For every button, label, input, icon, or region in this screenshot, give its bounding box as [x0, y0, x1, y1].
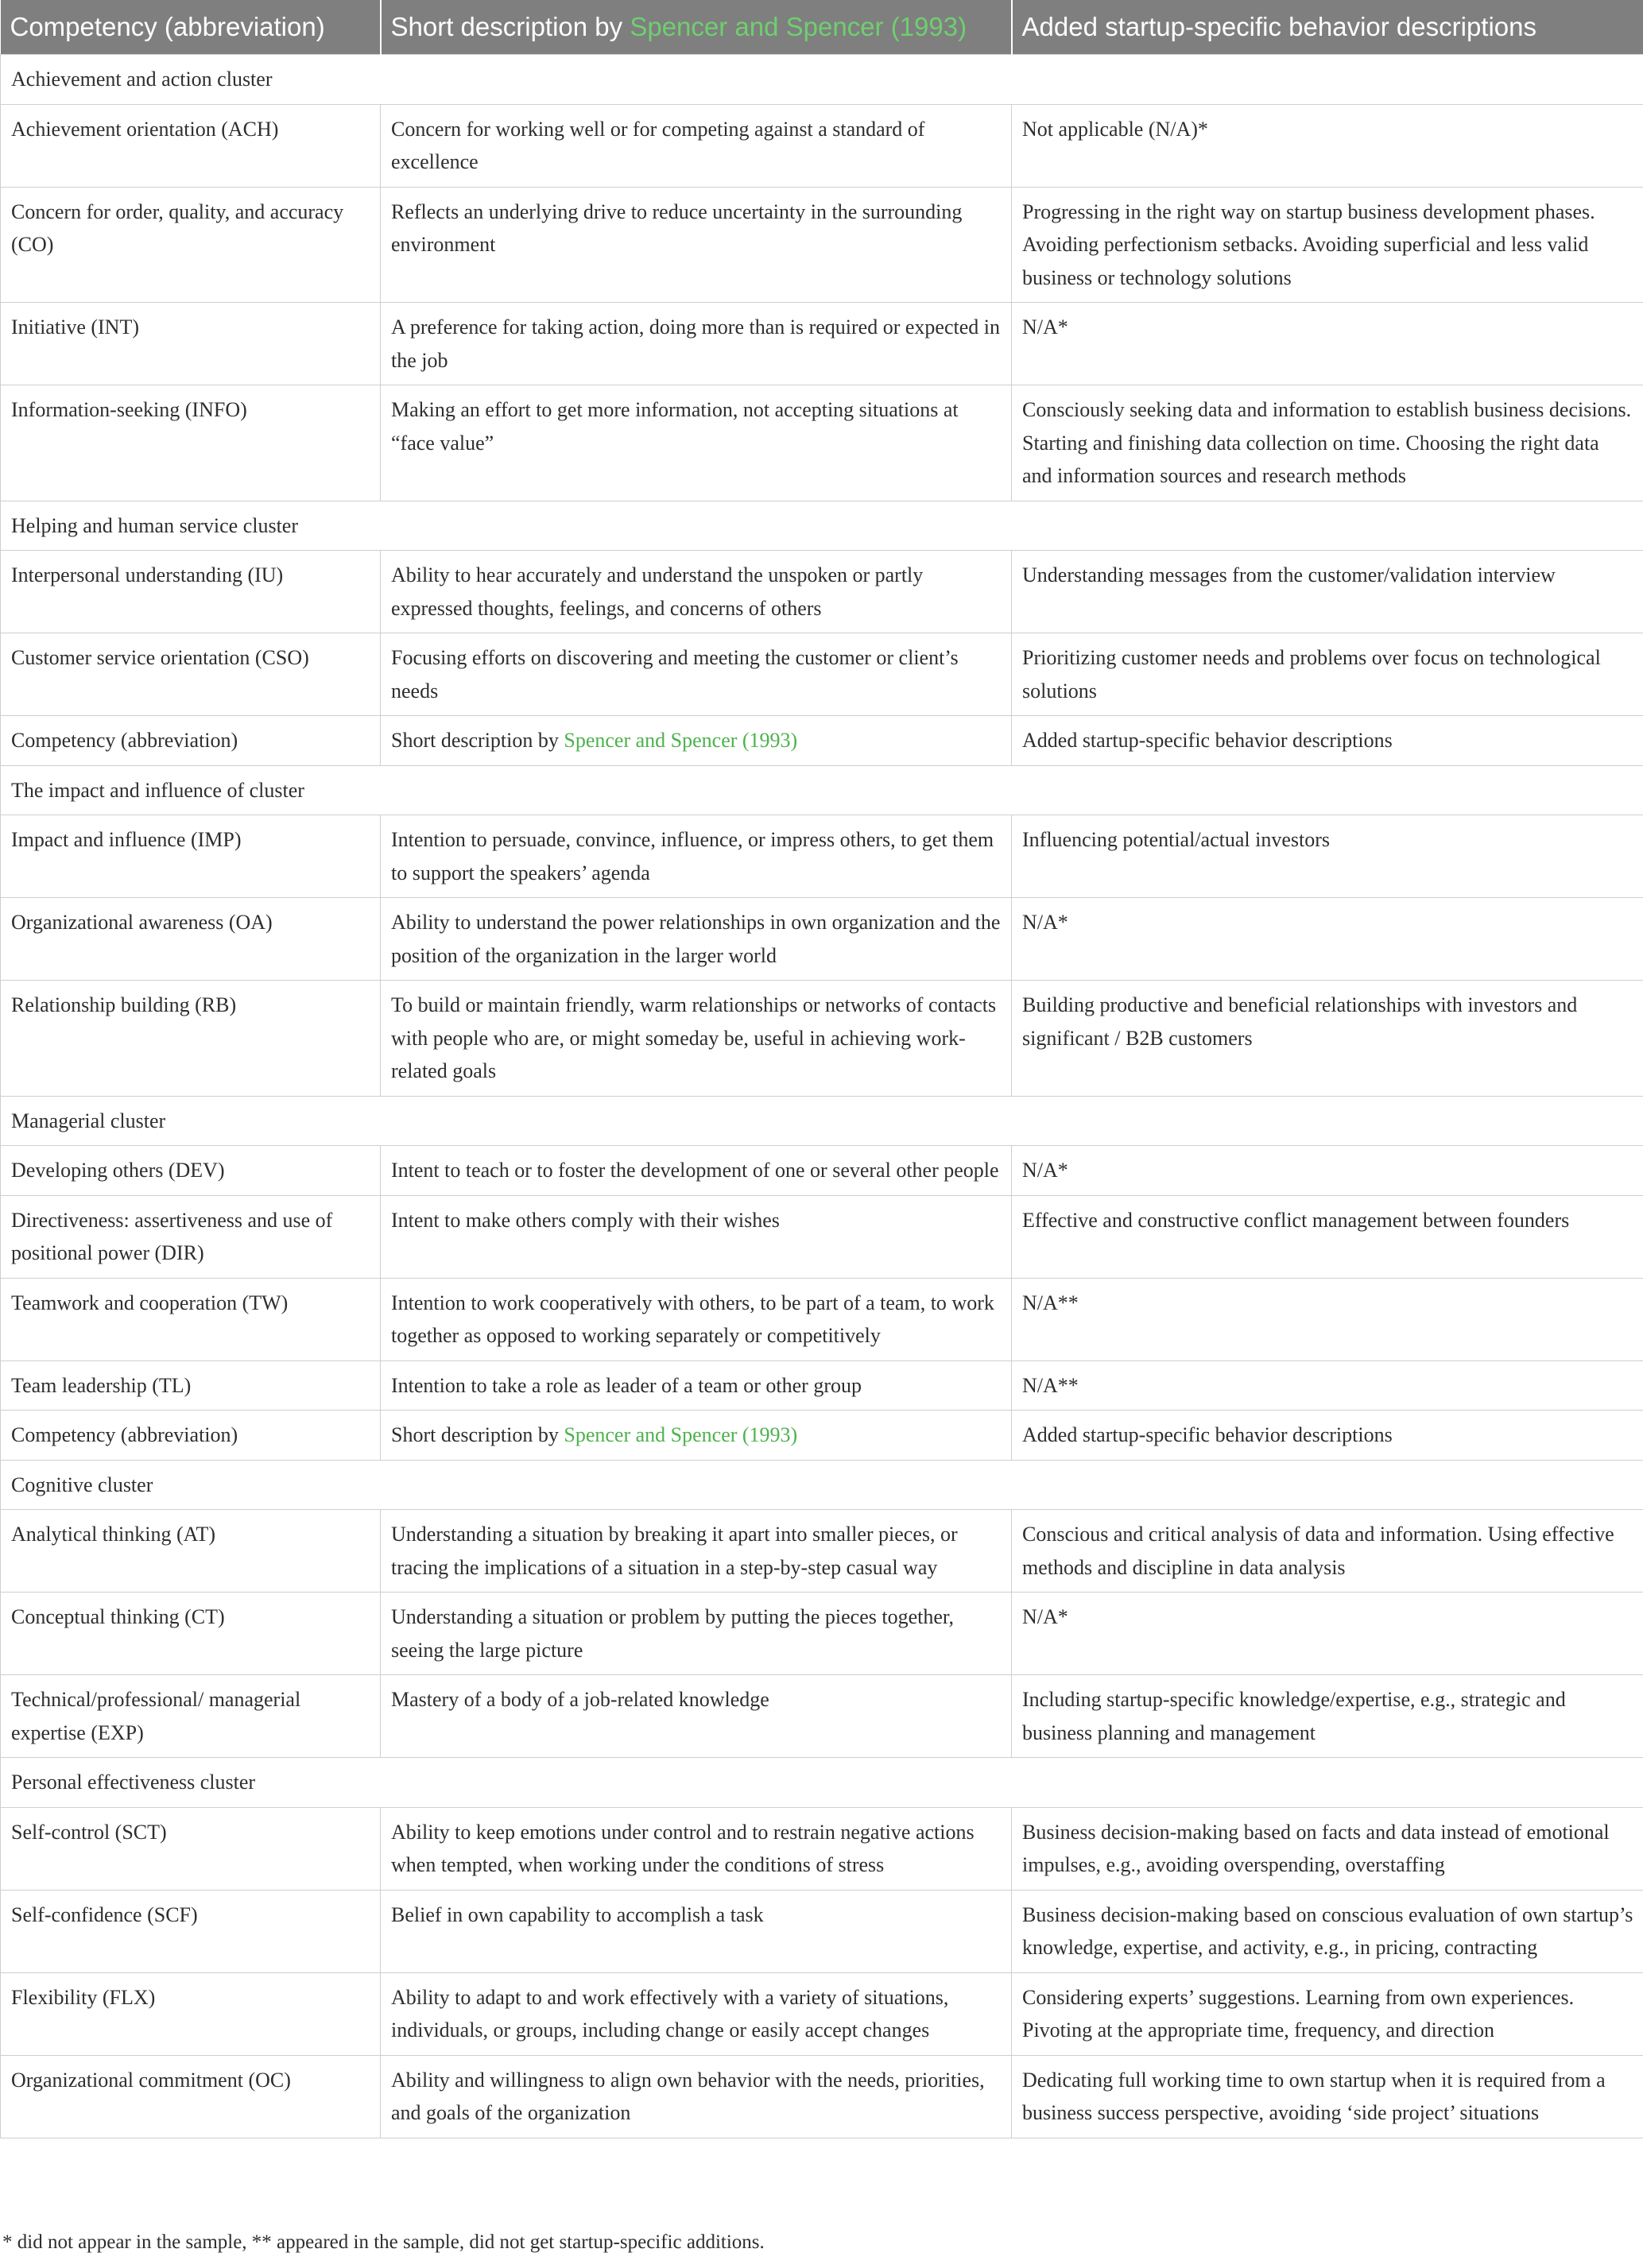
description-cell: Intention to work cooperatively with others, to be part of a team, to work together as opposed to working separately or competitively [381, 1278, 1012, 1360]
citation-link[interactable]: Spencer and Spencer (1993) [564, 729, 798, 752]
header-description [381, 0, 1012, 55]
cluster-label: Personal effectiveness cluster [1, 1758, 1643, 1808]
table-row [1, 1593, 1643, 1675]
competency-cell: Technical/professional/ managerial expertise (EXP) [1, 1675, 381, 1758]
cluster-row [1, 765, 1643, 815]
competency-cell: Concern for order, quality, and accuracy (CO) [1, 187, 381, 303]
table-row [1, 1278, 1643, 1360]
startup-behavior-cell: Effective and constructive conflict management between founders [1012, 1195, 1643, 1278]
cluster-row [1, 55, 1643, 105]
subhead-description-text: Short description by [391, 729, 564, 752]
startup-behavior-cell: Dedicating full working time to own startup when it is required from a business success perspective, avoiding ‘side project’ situations [1012, 2055, 1643, 2138]
startup-behavior-cell: N/A* [1012, 303, 1643, 385]
startup-behavior-cell: Influencing potential/actual investors [1012, 815, 1643, 898]
description-cell: Intention to persuade, convince, influence, or impress others, to get them to support the speakers’ agenda [381, 815, 1012, 898]
subhead-description [381, 716, 1012, 766]
description-cell: Ability to adapt to and work effectively with a variety of situations, individuals, or groups, including change or easily accept changes [381, 1972, 1012, 2055]
table-row [1, 1360, 1643, 1411]
competency-cell: Organizational commitment (OC) [1, 2055, 381, 2138]
cluster-row [1, 1096, 1643, 1146]
description-cell: Belief in own capability to accomplish a task [381, 1890, 1012, 1972]
subhead-competency: Competency (abbreviation) [1, 716, 381, 766]
competency-cell: Information-seeking (INFO) [1, 385, 381, 501]
table-row [1, 1807, 1643, 1890]
subhead-competency: Competency (abbreviation) [1, 1411, 381, 1461]
cluster-row [1, 1460, 1643, 1510]
competency-cell: Initiative (INT) [1, 303, 381, 385]
competency-cell: Team leadership (TL) [1, 1360, 381, 1411]
startup-behavior-cell: Including startup-specific knowledge/expertise, e.g., strategic and business planning and management [1012, 1675, 1643, 1758]
competency-cell: Interpersonal understanding (IU) [1, 551, 381, 633]
description-cell: Focusing efforts on discovering and meeting the customer or client’s needs [381, 633, 1012, 716]
competency-cell: Customer service orientation (CSO) [1, 633, 381, 716]
table-body [1, 55, 1643, 2138]
table-row [1, 1195, 1643, 1278]
description-cell: Intent to make others comply with their wishes [381, 1195, 1012, 1278]
competency-cell: Organizational awareness (OA) [1, 898, 381, 981]
table-row [1, 1510, 1643, 1593]
description-cell: Understanding a situation or problem by putting the pieces together, seeing the large picture [381, 1593, 1012, 1675]
subhead-startup: Added startup-specific behavior descriptions [1012, 1411, 1643, 1461]
startup-behavior-cell: N/A* [1012, 1146, 1643, 1196]
competency-cell: Impact and influence (IMP) [1, 815, 381, 898]
table-row [1, 303, 1643, 385]
table-row [1, 2055, 1643, 2138]
subhead-description [381, 1411, 1012, 1461]
description-cell: A preference for taking action, doing more than is required or expected in the job [381, 303, 1012, 385]
startup-behavior-cell: Consciously seeking data and information to establish business decisions. Starting and finishing data collection on time. Choosing the right data and information sources and research methods [1012, 385, 1643, 501]
description-cell: Concern for working well or for competing against a standard of excellence [381, 104, 1012, 187]
description-cell: Ability to hear accurately and understand the unspoken or partly expressed thoughts, feelings, and concerns of others [381, 551, 1012, 633]
header-row [1, 0, 1643, 55]
startup-behavior-cell: Understanding messages from the customer/validation interview [1012, 551, 1643, 633]
table-row [1, 815, 1643, 898]
competency-cell: Directiveness: assertiveness and use of positional power (DIR) [1, 1195, 381, 1278]
table-row [1, 187, 1643, 303]
table-footnote: * did not appear in the sample, ** appeared in the sample, did not get startup-specific additions. [2, 2231, 765, 2253]
competency-cell: Relationship building (RB) [1, 981, 381, 1097]
table-row [1, 1675, 1643, 1758]
description-cell: Ability to understand the power relationships in own organization and the position of the organization in the larger world [381, 898, 1012, 981]
header-competency: Competency (abbreviation) [1, 0, 381, 55]
description-cell: Reflects an underlying drive to reduce uncertainty in the surrounding environment [381, 187, 1012, 303]
competency-cell: Conceptual thinking (CT) [1, 1593, 381, 1675]
header-description-text: Short description by [390, 12, 630, 42]
startup-behavior-cell: Not applicable (N/A)* [1012, 104, 1643, 187]
table-row [1, 104, 1643, 187]
cluster-label: Cognitive cluster [1, 1460, 1643, 1510]
description-cell: Ability to keep emotions under control and to restrain negative actions when tempted, when working under the conditions of stress [381, 1807, 1012, 1890]
subhead-description-text: Short description by [391, 1423, 564, 1446]
startup-behavior-cell: N/A* [1012, 1593, 1643, 1675]
repeated-header-row [1, 716, 1643, 766]
cluster-label: Managerial cluster [1, 1096, 1643, 1146]
cluster-row [1, 1758, 1643, 1808]
startup-behavior-cell: Conscious and critical analysis of data and information. Using effective methods and discipline in data analysis [1012, 1510, 1643, 1593]
table-row [1, 1146, 1643, 1196]
table-row [1, 551, 1643, 633]
startup-behavior-cell: Considering experts’ suggestions. Learning from own experiences. Pivoting at the appropriate time, frequency, and direction [1012, 1972, 1643, 2055]
startup-behavior-cell: N/A** [1012, 1278, 1643, 1360]
citation-link[interactable]: Spencer and Spencer (1993) [564, 1423, 798, 1446]
subhead-startup: Added startup-specific behavior descriptions [1012, 716, 1643, 766]
startup-behavior-cell: Building productive and beneficial relationships with investors and significant / B2B customers [1012, 981, 1643, 1097]
cluster-label: Helping and human service cluster [1, 501, 1643, 551]
description-cell: Intent to teach or to foster the development of one or several other people [381, 1146, 1012, 1196]
repeated-header-row [1, 1411, 1643, 1461]
table-header [1, 0, 1643, 55]
competency-cell: Self-control (SCT) [1, 1807, 381, 1890]
table-row [1, 898, 1643, 981]
cluster-label: Achievement and action cluster [1, 55, 1643, 105]
table-row [1, 981, 1643, 1097]
description-cell: Intention to take a role as leader of a team or other group [381, 1360, 1012, 1411]
header-startup: Added startup-specific behavior descriptions [1012, 0, 1643, 55]
table-row [1, 385, 1643, 501]
description-cell: To build or maintain friendly, warm relationships or networks of contacts with people who are, or might someday be, useful in achieving work-related goals [381, 981, 1012, 1097]
startup-behavior-cell: N/A** [1012, 1360, 1643, 1411]
startup-behavior-cell: Progressing in the right way on startup business development phases. Avoiding perfectionism setbacks. Avoiding superficial and less valid business or technology solutions [1012, 187, 1643, 303]
description-cell: Mastery of a body of a job-related knowledge [381, 1675, 1012, 1758]
startup-behavior-cell: Prioritizing customer needs and problems over focus on technological solutions [1012, 633, 1643, 716]
cluster-label: The impact and influence of cluster [1, 765, 1643, 815]
description-cell: Ability and willingness to align own behavior with the needs, priorities, and goals of the organization [381, 2055, 1012, 2138]
competency-cell: Achievement orientation (ACH) [1, 104, 381, 187]
description-cell: Understanding a situation by breaking it apart into smaller pieces, or tracing the implications of a situation in a step-by-step casual way [381, 1510, 1012, 1593]
header-citation-link[interactable]: Spencer and Spencer (1993) [630, 12, 967, 42]
competency-cell: Self-confidence (SCF) [1, 1890, 381, 1972]
description-cell: Making an effort to get more information, not accepting situations at “face value” [381, 385, 1012, 501]
competency-cell: Flexibility (FLX) [1, 1972, 381, 2055]
competency-cell: Developing others (DEV) [1, 1146, 381, 1196]
table-row [1, 633, 1643, 716]
competency-cell: Analytical thinking (AT) [1, 1510, 381, 1593]
table-row [1, 1972, 1643, 2055]
startup-behavior-cell: Business decision-making based on conscious evaluation of own startup’s knowledge, expertise, and activity, e.g., in pricing, contracting [1012, 1890, 1643, 1972]
table-row [1, 1890, 1643, 1972]
cluster-row [1, 501, 1643, 551]
startup-behavior-cell: Business decision-making based on facts and data instead of emotional impulses, e.g., avoiding overspending, overstaffing [1012, 1807, 1643, 1890]
competency-cell: Teamwork and cooperation (TW) [1, 1278, 381, 1360]
startup-behavior-cell: N/A* [1012, 898, 1643, 981]
